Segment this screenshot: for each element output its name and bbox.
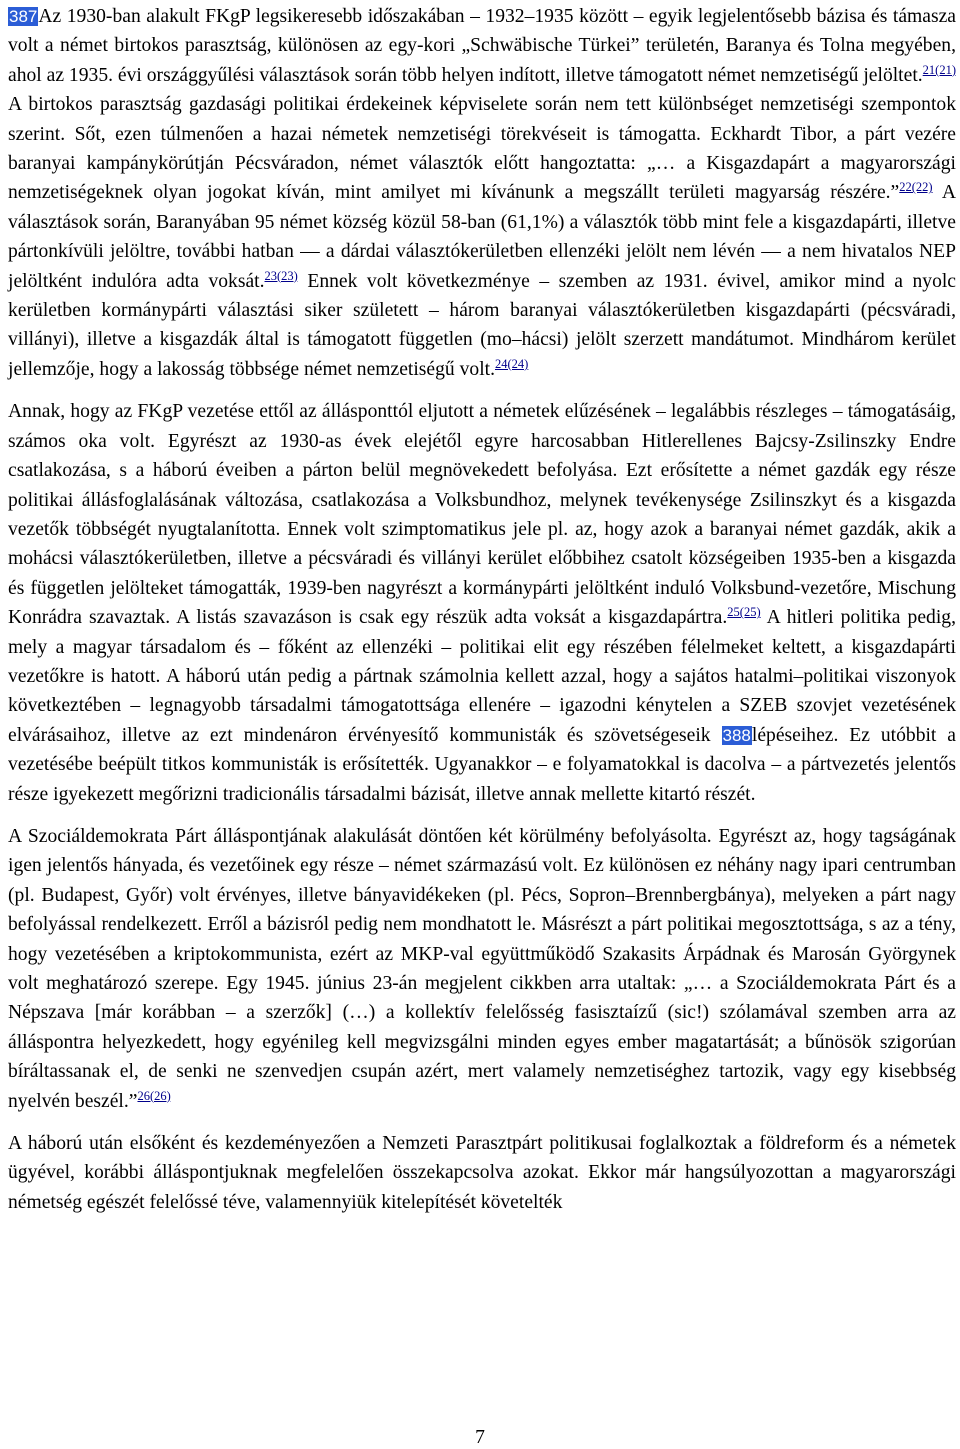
- paragraph-szocialdemokrata-part: [8, 822, 956, 1116]
- paragraph-text: A hitleri politika pedig, mely a magyar társadalom és – főként az ellenzéki – politikai elit egy részében félelmeket keltett, a kisgazdapárti vezetőkre is hatott. A háború után pedig a pártnak számolnia kellett azzal, hogy a sajátos hatalmi–politikai viszonyok következtében – legnagyobb társadalmi támogatottsága ellenére – igazodni kénytelen a SZEB szovjet vezetésének elvárásaihoz, illetve az ezt mindenáron érvényesítő kommunisták és szövetségeseik: [8, 607, 956, 746]
- page-marker[interactable]: 388: [722, 725, 751, 745]
- footnote-link[interactable]: 21(21): [922, 62, 956, 77]
- paragraph-text: A Szociáldemokrata Párt álláspontjának alakulását döntően két körülmény befolyásolta. Egyrészt az, hogy tagságának igen jelentős hányada, és vezetőinek egy része – német származású volt. Ez különösen ez néhány nagy ipari centrumban (pl. Budapest, Győr) volt érvényes, illetve bányavidékeken (pl. Pécs, Sopron–Brennbergbánya), melyeken a párt nagy befolyással rendelkezett. Erről a bázisról pedig nem mondhatott le. Másrészt a párt politikai megosztottsága, s az a tény, hogy vezetésében a kriptokommunista, ezért az MKP-val együttműködő Szakasits Árpádnak és Marosán Györgynek volt meghatározó szerepe. Egy 1945. június 23-án megjelent cikkben arra utaltak: „… a Szociáldemokrata Párt és a Népszava [már korábban – a szerzők] (…) a kollektív felelősség fasisztaízű (sic!) szólamával szemben arra az álláspontra helyezkedett, hogy egyénileg kell megvizsgálni minden egyes ember magatartását; a bűnösök szigorúan bíráltassanak el, de senki ne szenvedjen csupán azért, mert valamely nemzetiséghez tartozik, vagy egy kisebbség nyelvén beszél.”: [8, 825, 956, 1112]
- footnote-link[interactable]: 25(25): [727, 605, 761, 620]
- footnote-link[interactable]: 24(24): [494, 356, 529, 371]
- paragraph-kisgazdapart-1935: [8, 2, 956, 384]
- page-marker[interactable]: 387: [9, 7, 38, 26]
- footnote-link[interactable]: 22(22): [899, 180, 933, 195]
- paragraph-text: Ennek volt következménye – szemben az 1931. évivel, amikor mind a nyolc kerületben kormánypárti választási siker született – három baranyai választókerületben kisgazdapárti (pécsváradi, villányi), illetve a kisgazdák által is támogatott független (mo–hácsi) jelölt szerzett mandátumot. Mindhárom kerület jellemzője, hogy a lakosság többsége német nemzetiségű volt.: [8, 270, 957, 380]
- document-body: [8, 2, 956, 1217]
- footnote-link[interactable]: 23(23): [264, 268, 298, 283]
- paragraph-text: A birtokos parasztság gazdasági politikai érdekeinek képviselete során nem tett különbséget nemzetiségi szempontok szerint. Sőt, ezen túlmenően a hazai németek nemzetiségi törekvéseit is támogatta. Eckhardt Tibor, a párt vezére baranyai kampánykörútján Pécsváradon, német választók előtt hangoztatta: „… a Kisgazdapárt a magyarországi nemzetiségeknek olyan jogokat kíván, mint amilyet mi kívánunk a megszállt területi magyarság részére.”: [8, 94, 956, 204]
- paragraph-nemzeti-parasztpart: [8, 1129, 956, 1217]
- footnote-link[interactable]: 26(26): [137, 1088, 171, 1103]
- paragraph-text: Annak, hogy az FKgP vezetése ettől az állásponttól eljutott a németek elűzésének – legalábbis részleges – támogatásáig, számos oka volt. Egyrészt az 1930-as évek elejétől egyre harcosabban Hitlerellenes Bajcsy-Zsilinszky Endre csatlakozása, s a háború éveiben a párton belül megnövekedett befolyása. Ezt erősítette a német gazdák egy része politikai állásfoglalásának változása, csatlakozása a Volksbundhoz, melynek tevékenysége Zsilinszkyt és a kisgazda vezetők többségét nyugtalanította. Ennek volt szimptomatikus jele pl. az, hogy azok a baranyai német gazdák, akik a mohácsi választókerületben, illetve a pécsváradi és villányi kerület előbbihez csatolt községeiben 1935-ben a kisgazda és független jelölteket támogatták, 1939-ben nagyrészt a kormánypárti jelöltként induló Volksbund-vezetőre, Mischung Konrádra szavaztak. A listás szavazáson is csak egy részük adta voksát a kisgazdapártra.: [8, 401, 956, 629]
- paragraph-text: Az 1930-ban alakult FKgP legsikeresebb időszakában – 1932–1935 között – egyik legjelentősebb bázisa és támasza volt a német birtokos parasztság, különösen az egy-kori „Schwäbische Türkei” területén, Baranya és Tolna megyében, ahol az 1935. évi országgyűlési választások során több helyen indított, illetve támogatott német nemzetiségű jelöltet.: [8, 6, 956, 86]
- paragraph-fkgp-valtozas: [8, 397, 956, 809]
- paragraph-text: A választások során, Baranyában 95 német község közül 58-ban (61,1%) a választók több mint fele a kisgazdapárti, illetve pártonkívüli jelöltre, további hatban — a dárdai választókerületben ellenzéki jelölt nem lévén — a nem hivatalos NEP jelöltként indulóra adta voksát.: [8, 182, 956, 292]
- paragraph-text: lépéseihez. Ez utóbbit a vezetésébe beépült titkos kommunisták is erősítették. Ugyanakkor – e folyamatokkal is dacolva – a pártvezetés jelentős része igyekezett megőrizni tradicionális társadalmi bázisát, illetve annak mellette kitartó részét.: [8, 724, 956, 805]
- paragraph-text: A háború után elsőként és kezdeményezően a Nemzeti Parasztpárt politikusai foglalkoztak a földreform és a németek ügyével, korábbi álláspontjuknak megfelelően összekapcsolva azokat. Ekkor már hangsúlyozottan a magyarországi németség egészét felelőssé téve, valamennyiük kitelepítését követelték: [8, 1133, 956, 1213]
- page-number: 7: [475, 1427, 485, 1448]
